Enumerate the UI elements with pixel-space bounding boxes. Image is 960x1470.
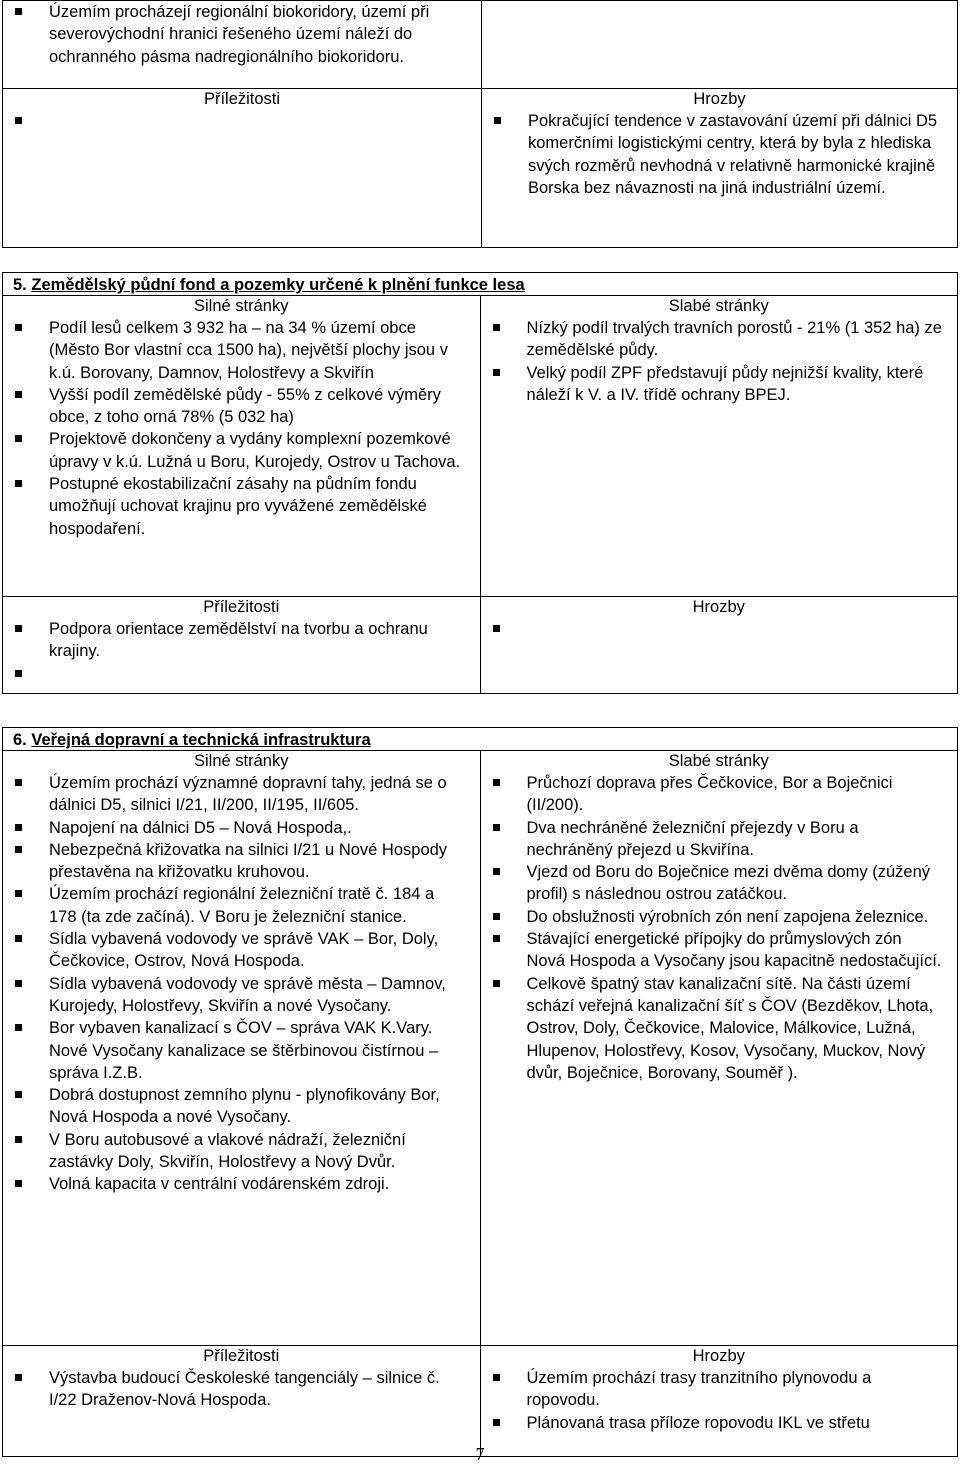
swot-table-section5: [2, 272, 958, 694]
list-item: Územím prochází regionální železniční tratě č. 184 a 178 (ta zde začíná). V Boru je železniční stanice.: [49, 883, 466, 928]
list-item: Dobrá dostupnost zemního plynu - plynofikovány Bor, Nová Hospoda a nové Vysočany.: [49, 1084, 466, 1129]
list-item: Stávající energetické přípojky do průmyslových zón Nová Hospoda a Vysočany jsou kapacitně nedostačující.: [527, 928, 944, 973]
section5-strengths-list: [3, 317, 480, 540]
list-item: Územím procházejí regionální biokoridory, území při severovýchodní hranici řešeného území náleží do ochranného pásma nadregionálního biokoridoru.: [49, 1, 467, 68]
list-item: Sídla vybavená vodovody ve správě VAK – Bor, Doly, Čečkovice, Ostrov, Nová Hospoda.: [49, 928, 466, 973]
top-threats-cell: [482, 89, 958, 248]
list-item: Výstavba budoucí Českoleské tangenciály – silnice č. I/22 Draženov-Nová Hospoda.: [49, 1367, 466, 1412]
section6-strengths-cell: [3, 751, 481, 1346]
list-item: Do obslužnosti výrobních zón není zapojena železnice.: [527, 906, 944, 928]
weaknesses-heading: Slabé stránky: [668, 752, 769, 770]
list-item: Plánovaná trasa příloze ropovodu IKL ve střetu: [527, 1412, 944, 1434]
section6-strengths-list: [3, 772, 480, 1196]
section6-number: 6.: [13, 731, 27, 749]
list-item: Podpora orientace zemědělství na tvorbu a ochranu krajiny.: [49, 618, 466, 663]
list-item: Volná kapacita v centrální vodárenském zdroji.: [49, 1173, 466, 1195]
opportunities-heading: Příležitosti: [203, 1347, 280, 1365]
strengths-heading: Silné stránky: [194, 297, 289, 315]
top-strengths-list: [3, 1, 481, 68]
section5-strengths-cell: [3, 296, 481, 597]
list-item: Velký podíl ZPF představují půdy nejnižší kvality, které náleží k V. a IV. třídě ochrany BPEJ.: [527, 362, 944, 407]
section5-title-cell: [3, 273, 958, 296]
section6-weaknesses-cell: [480, 751, 958, 1346]
section5-opportunities-list: [3, 618, 480, 685]
empty-bullet: [481, 618, 958, 640]
list-item: Celkově špatný stav kanalizační sítě. Na části území schází veřejná kanalizační šíť s ČOV (Bezděkov, Lhota, Ostrov, Doly, Čečkovice, Malovice, Málkovice, Lužná, Hlupenov, Holostřevy, Kosov, Vysočany, Muckov, Nový dvůr, Boječnice, Borovany, Souměř ).: [527, 973, 944, 1084]
page-number: 7: [475, 1444, 485, 1464]
list-item: Nízký podíl trvalých travních porostů - 21% (1 352 ha) ze zemědělské půdy.: [527, 317, 944, 362]
list-item: Pokračující tendence v zastavování území při dálnici D5 komerčními logistickými centry, která by byla z hlediska svých rozměrů nevhodná v relativně harmonické krajině Borska bez návaznosti na jiná industriální území.: [528, 110, 943, 199]
list-item: Projektově dokončeny a vydány komplexní pozemkové úpravy v k.ú. Lužná u Boru, Kurojedy, Ostrov u Tachova.: [49, 428, 466, 473]
list-item: [49, 663, 466, 685]
list-item: Dva nechráněné železniční přejezdy v Boru a nechráněný přejezd u Skviřína.: [527, 817, 944, 862]
list-item: Nebezpečná křižovatka na silnici I/21 u Nové Hospody přestavěna na křižovatku kruhovou.: [49, 839, 466, 884]
section6-threats-list: [481, 1367, 958, 1434]
top-opportunities-cell: [3, 89, 482, 248]
list-item: Územím prochází trasy tranzitního plynovodu a ropovodu.: [527, 1367, 944, 1412]
section6-opportunities-list: [3, 1367, 480, 1412]
top-weaknesses-cell: [482, 1, 958, 89]
weaknesses-heading: Slabé stránky: [668, 297, 769, 315]
threats-heading: Hrozby: [692, 598, 745, 616]
top-threats-list: [482, 110, 957, 199]
list-item: Územím prochází významné dopravní tahy, jedná se o dálnici D5, silnici I/21, II/200, II/195, II/605.: [49, 772, 466, 817]
section6-title-text: Veřejná dopravní a technická infrastruktura: [31, 731, 371, 749]
list-item: V Boru autobusové a vlakové nádraží, železniční zastávky Doly, Skviřín, Holostřevy a Nový Dvůr.: [49, 1129, 466, 1174]
section5-title-text: Zemědělský půdní fond a pozemky určené k plnění funkce lesa: [31, 276, 525, 294]
section6-threats-cell: [480, 1346, 958, 1457]
list-item: Postupné ekostabilizační zásahy na půdním fondu umožňují uchovat krajinu pro vyvážené zemědělské hospodaření.: [49, 473, 466, 540]
section6-weaknesses-list: [481, 772, 958, 1084]
section5-threats-cell: [480, 597, 958, 694]
list-item: Podíl lesů celkem 3 932 ha – na 34 % území obce (Město Bor vlastní cca 1500 ha), největší plochy jsou v k.ú. Borovany, Damnov, Holostřevy a Skviřín: [49, 317, 466, 384]
list-item: Napojení na dálnici D5 – Nová Hospoda,.: [49, 817, 466, 839]
section5-weaknesses-list: [481, 317, 958, 406]
section5-number: 5.: [13, 276, 27, 294]
swot-table-section6: [2, 727, 958, 1457]
list-item: Bor vybaven kanalizací s ČOV – správa VAK K.Vary. Nové Vysočany kanalizace se štěrbinovou čistírnou – správa I.Z.B.: [49, 1017, 466, 1084]
opportunities-heading: Příležitosti: [203, 90, 281, 108]
list-item: Sídla vybavená vodovody ve správě města – Damnov, Kurojedy, Holostřevy, Skviřín a nové Vysočany.: [49, 973, 466, 1018]
section6-opportunities-cell: [3, 1346, 481, 1457]
swot-table-top: [2, 0, 958, 248]
threats-heading: Hrozby: [693, 90, 746, 108]
list-item: Vjezd od Boru do Boječnice mezi dvěma domy (zúžený profil) s následnou ostrou zatáčkou.: [527, 861, 944, 906]
list-item: Vyšší podíl zemědělské půdy - 55% z celkové výměry obce, z toho orná 78% (5 032 ha): [49, 384, 466, 429]
top-strengths-cell: [3, 1, 482, 89]
section6-title-cell: [3, 728, 958, 751]
strengths-heading: Silné stránky: [194, 752, 289, 770]
empty-bullet: [3, 110, 481, 132]
section5-title: [3, 273, 957, 295]
section5-opportunities-cell: [3, 597, 481, 694]
opportunities-heading: Příležitosti: [203, 598, 280, 616]
list-item: Průchozí doprava přes Čečkovice, Bor a Boječnici (II/200).: [527, 772, 944, 817]
section6-title: [3, 728, 957, 750]
section5-weaknesses-cell: [480, 296, 958, 597]
threats-heading: Hrozby: [692, 1347, 745, 1365]
